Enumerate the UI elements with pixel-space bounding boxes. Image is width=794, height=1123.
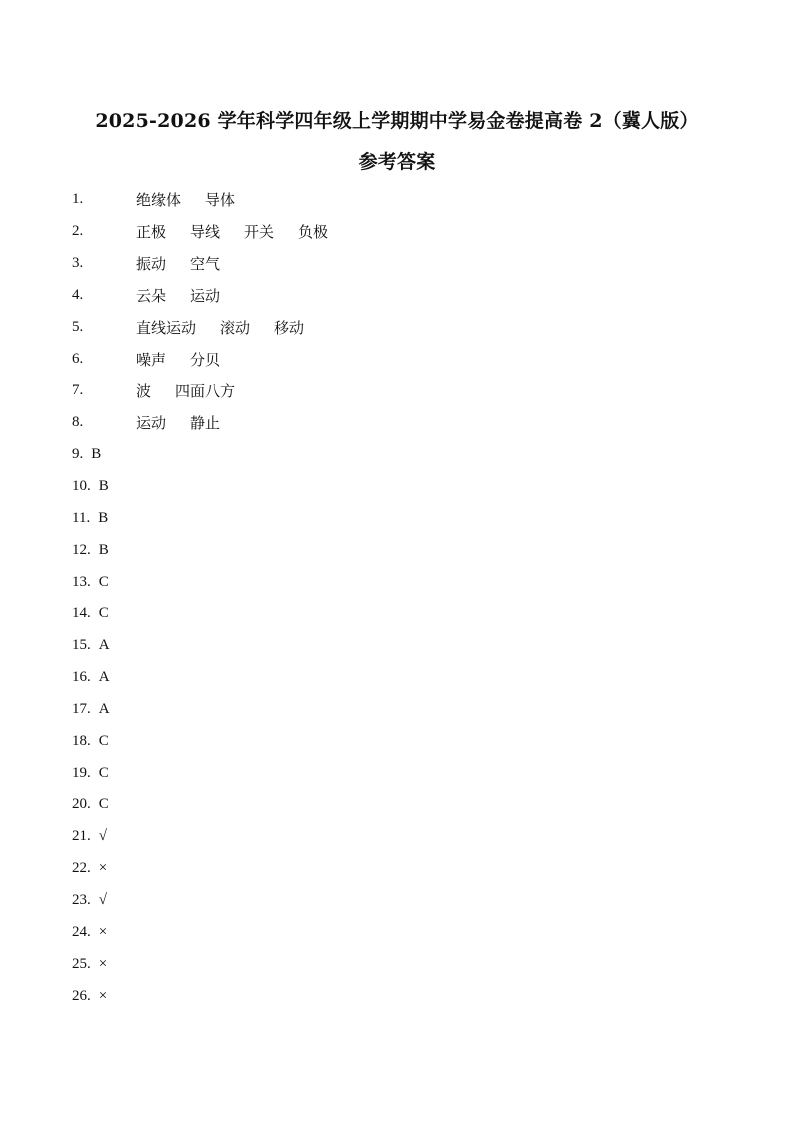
answer-text: × [98, 923, 108, 940]
answer-text: B [91, 446, 102, 463]
answer-group [136, 317, 328, 338]
question-number: 25. [72, 955, 91, 972]
answer-row [72, 789, 752, 821]
answer-row [72, 248, 752, 280]
answer-text: 运动 [190, 286, 221, 305]
question-number: 3. [72, 255, 84, 272]
question-number: 2. [72, 223, 84, 240]
answer-row [72, 630, 752, 662]
question-number: 14. [72, 605, 91, 622]
question-number: 9. [72, 446, 84, 463]
answer-text: × [98, 955, 108, 972]
answer-text: C [98, 764, 109, 781]
answer-row [72, 725, 752, 757]
answer-text: 正极 [136, 223, 167, 242]
answer-text: C [98, 605, 109, 622]
question-number: 13. [72, 573, 91, 590]
answer-text: 四面八方 [175, 382, 236, 401]
answer-row [72, 598, 752, 630]
answer-text: 噪声 [136, 350, 167, 369]
answer-row [72, 980, 752, 1012]
answer-text: 振动 [136, 255, 167, 274]
answer-text: × [98, 987, 108, 1004]
question-number: 5. [72, 318, 84, 335]
question-number: 7. [72, 382, 84, 399]
question-number: 12. [72, 541, 91, 558]
answer-group [136, 349, 244, 370]
question-number: 11. [72, 509, 91, 526]
answer-text: 云朵 [136, 286, 167, 305]
answer-text: A [98, 637, 110, 654]
question-number: 21. [72, 828, 91, 845]
answer-row [72, 343, 752, 375]
question-number: 16. [72, 669, 91, 686]
answer-row [72, 216, 752, 248]
answer-row [72, 311, 752, 343]
answer-text: C [98, 573, 109, 590]
answer-row [72, 694, 752, 726]
answer-row [72, 471, 752, 503]
question-number: 18. [72, 732, 91, 749]
answer-text: 直线运动 [136, 318, 197, 337]
answer-row [72, 885, 752, 917]
question-number: 15. [72, 637, 91, 654]
answer-row [72, 757, 752, 789]
answer-row [72, 853, 752, 885]
question-number: 6. [72, 350, 84, 367]
document-subtitle: 参考答案 [358, 151, 436, 173]
answer-row [72, 184, 752, 216]
answer-text: B [98, 541, 109, 558]
answer-text: 分贝 [190, 350, 221, 369]
answer-list [72, 184, 752, 1012]
question-number: 4. [72, 286, 84, 303]
answer-text: 移动 [274, 318, 305, 337]
answer-text: 运动 [136, 414, 167, 433]
document-title: 2025-2026 学年科学四年级上学期期中学易金卷提高卷 2（冀人版） [95, 110, 699, 132]
answer-group [136, 412, 244, 433]
answer-group [136, 380, 259, 401]
question-number: 1. [72, 191, 84, 208]
answer-text: 空气 [190, 255, 221, 274]
answer-text: 开关 [244, 223, 275, 242]
answer-text: 导体 [205, 191, 236, 210]
answer-row [72, 821, 752, 853]
answer-text: 静止 [190, 414, 221, 433]
answer-row [72, 407, 752, 439]
question-number: 10. [72, 478, 91, 495]
answer-group [136, 189, 259, 210]
answer-text: C [98, 732, 109, 749]
question-number: 24. [72, 923, 91, 940]
answer-text: A [98, 700, 110, 717]
answer-row [72, 502, 752, 534]
answer-group [136, 285, 244, 306]
answer-row [72, 662, 752, 694]
answer-text: 滚动 [220, 318, 251, 337]
question-number: 23. [72, 891, 91, 908]
answer-text: B [98, 478, 109, 495]
answer-row [72, 375, 752, 407]
answer-text: √ [98, 828, 107, 845]
answer-text: C [98, 796, 109, 813]
answer-text: √ [98, 891, 107, 908]
question-number: 8. [72, 414, 84, 431]
answer-group [136, 221, 352, 242]
answer-text: 波 [136, 382, 152, 401]
answer-text: A [98, 669, 110, 686]
answer-text: 负极 [298, 223, 329, 242]
question-number: 20. [72, 796, 91, 813]
answer-group [136, 253, 244, 274]
answer-text: × [98, 860, 108, 877]
answer-row [72, 439, 752, 471]
answer-row [72, 948, 752, 980]
question-number: 17. [72, 700, 91, 717]
answer-text: B [98, 509, 109, 526]
question-number: 26. [72, 987, 91, 1004]
answer-row [72, 280, 752, 312]
answer-row [72, 916, 752, 948]
answer-row [72, 534, 752, 566]
question-number: 22. [72, 860, 91, 877]
answer-text: 导线 [190, 223, 221, 242]
question-number: 19. [72, 764, 91, 781]
answer-row [72, 566, 752, 598]
answer-text: 绝缘体 [136, 191, 182, 210]
